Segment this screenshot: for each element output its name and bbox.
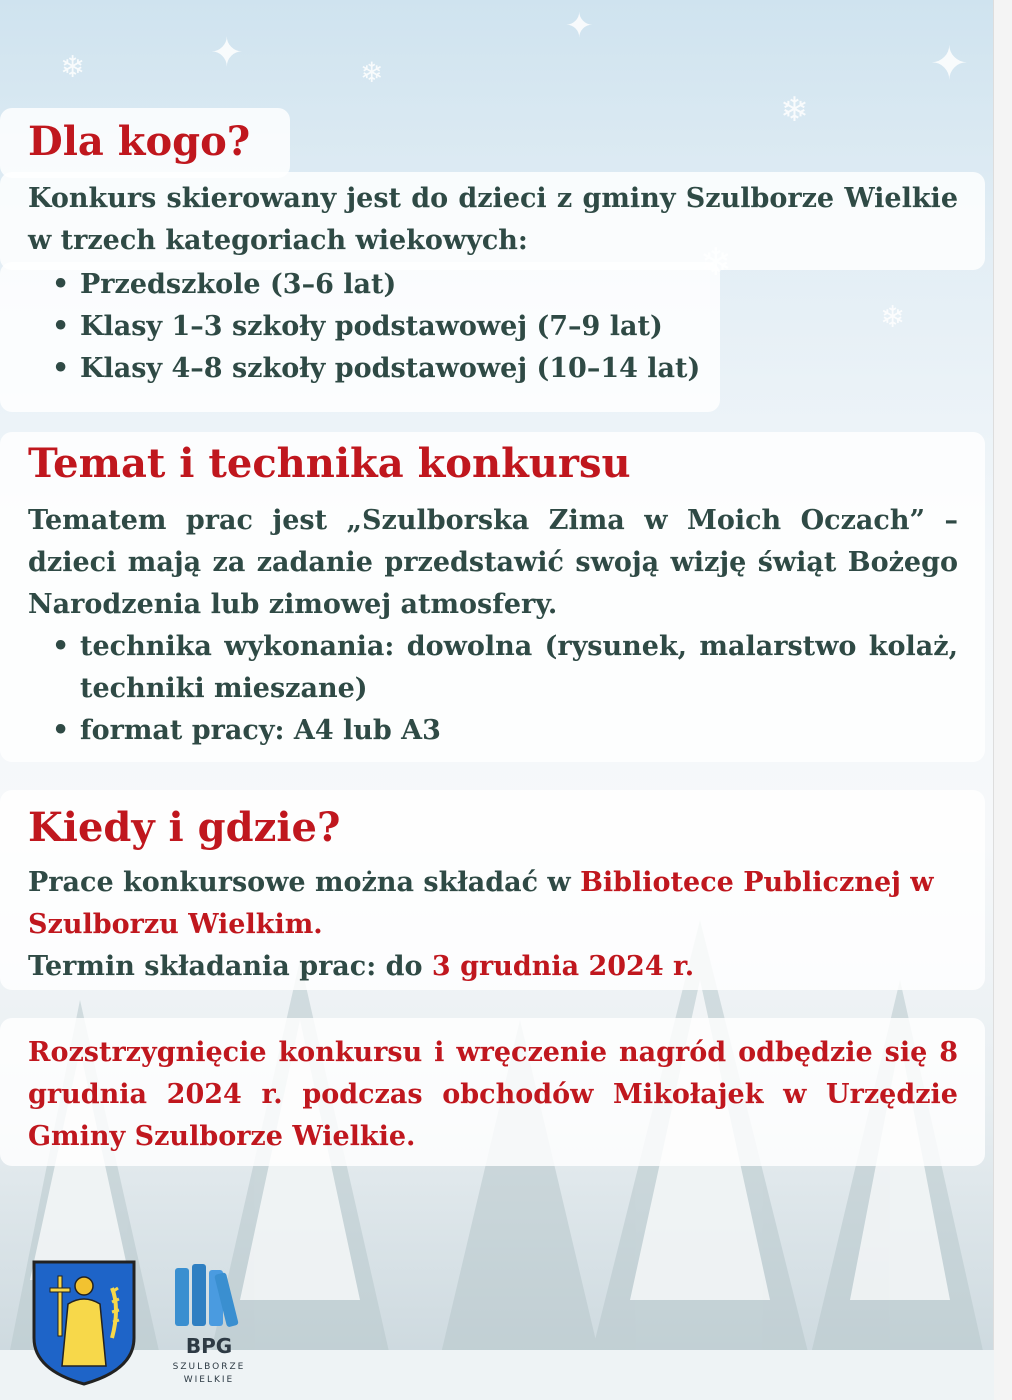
results-announcement-text: Rozstrzygnięcie konkursu i wręczenie nagród odbędzie się 8 grudnia 2024 r. podczas obchodów Mikołajek w Urzędzie Gminy Szulborze Wielkie. [28, 1037, 958, 1152]
heading-topic: Temat i technika konkursu [28, 440, 631, 487]
snowflake-icon: ❄ [60, 50, 86, 85]
coat-of-arms-icon [30, 1258, 138, 1386]
list-item: • Klasy 4–8 szkoły podstawowej (10–14 lat) [52, 348, 958, 390]
topic-intro-text: Tematem prac jest „Szulborska Zima w Moich Oczach” – dzieci mają za zadanie przedstawić swoją wizję świąt Bożego Narodzenia lub zimowej atmosfery. [28, 505, 958, 620]
list-item: • Przedszkole (3–6 lat) [52, 264, 958, 306]
books-icon [165, 1262, 253, 1332]
who-intro-text: Konkurs skierowany jest do dzieci z gminy Szulborze Wielkie w trzech kategoriach wiekowych: [28, 183, 958, 256]
sparkle-icon: ✦ [930, 36, 969, 90]
deadline-date: 3 grudnia 2024 r. [431, 951, 695, 982]
submission-place-prefix: Prace konkursowe można składać w [28, 867, 581, 898]
list-item: • Klasy 1–3 szkoły podstawowej (7–9 lat) [52, 306, 958, 348]
sparkle-icon: ✦ [210, 30, 244, 76]
library-logo [165, 1262, 253, 1390]
list-item: • technika wykonania: dowolna (rysunek, malarstwo kolaż, techniki mieszane) [52, 626, 958, 710]
submission-place-text [28, 862, 958, 946]
snowflake-icon: ❄ [880, 300, 906, 335]
library-town-line2: WIELKIE [183, 1375, 235, 1385]
technique-list [52, 626, 958, 752]
deadline-text [28, 946, 958, 988]
deadline-prefix: Termin składania prac: do [28, 951, 432, 982]
list-item: • format pracy: A4 lub A3 [52, 710, 958, 752]
page-edge-strip [993, 0, 1012, 1400]
heading-when-where: Kiedy i gdzie? [28, 804, 341, 851]
library-abbreviation: BPG [185, 1334, 233, 1358]
library-town-line1: SZULBORZE [172, 1362, 246, 1372]
library-name: Bibliotece Publicznej w Szulborzu Wielkim. [28, 867, 934, 940]
sparkle-icon: ✦ [565, 6, 594, 46]
age-category-list [52, 264, 958, 390]
snowflake-icon: ❄ [780, 90, 809, 130]
heading-who: Dla kogo? [28, 118, 251, 165]
snowflake-icon: ❄ [360, 56, 384, 89]
